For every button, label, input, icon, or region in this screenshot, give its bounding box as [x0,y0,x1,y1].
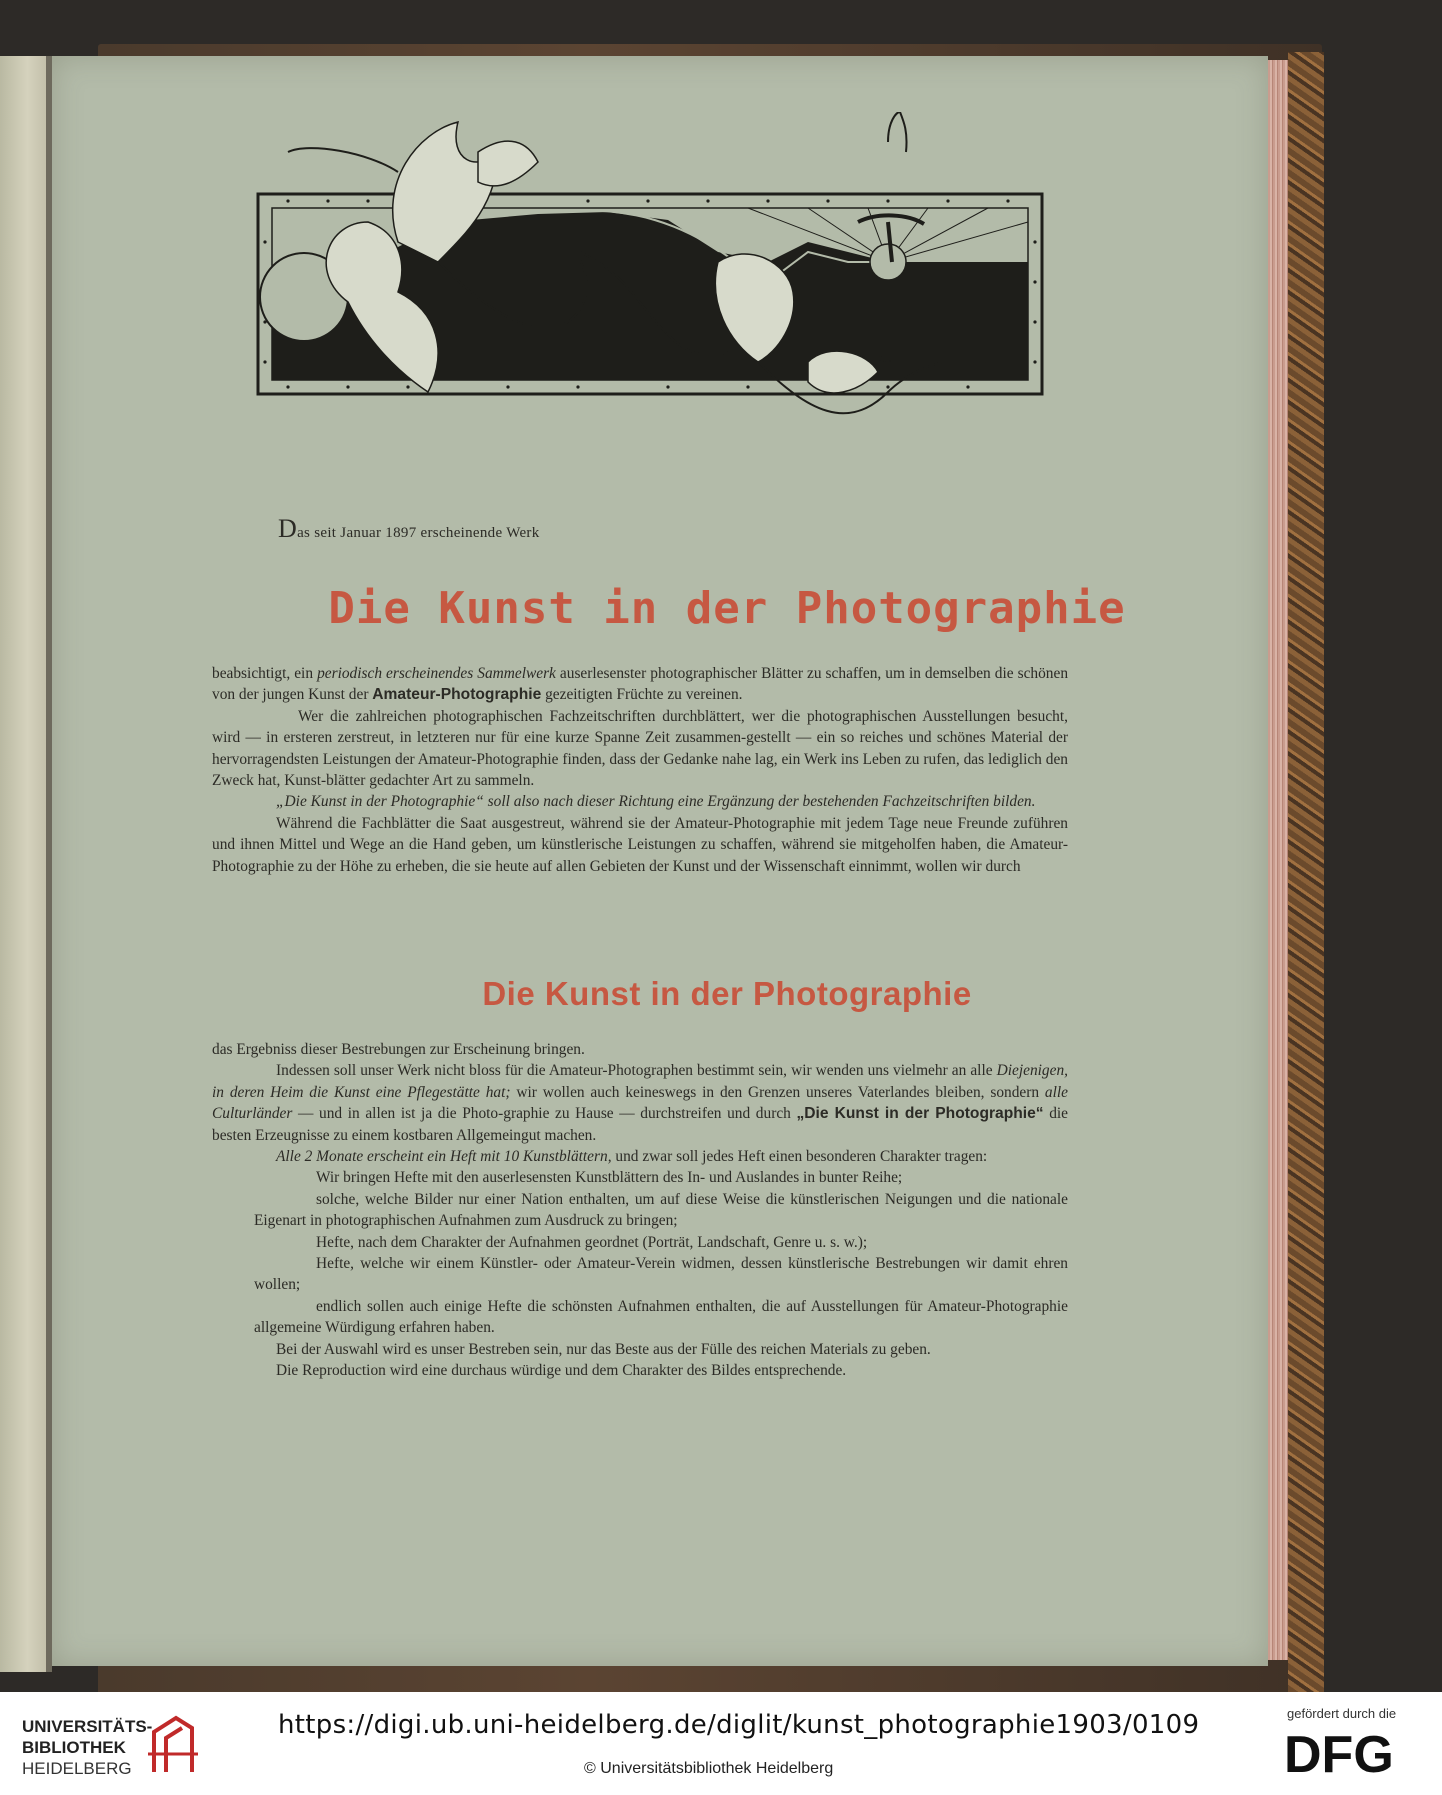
list-item: solche, welche Bilder nur einer Nation enthalten, um auf diese Weise die künstlerischen Neigungen und die nationale Eigenart in photographischen Aufnahmen zum Ausdruck zu bringen; [254,1190,1068,1230]
paragraph-3 [212,791,1068,812]
list-item: Wir bringen Hefte mit den auserlesensten Kunstblättern des In- und Auslandes in bunter Reihe; [316,1169,903,1187]
viewer-footer [0,1692,1442,1795]
bold-run: „Die Kunst in der Photographie“ [796,1105,1044,1123]
text-run: — und in allen ist ja die Photo-graphie zu Hause — durchstreifen und durch [292,1105,797,1123]
page-stack-edge [1268,60,1288,1660]
list-item: endlich sollen auch einige Hefte die schönsten Aufnahmen enthalten, die auf Ausstellungen für Amateur-Photographie allgemeine Würdigung erfahren haben. [254,1297,1068,1337]
paragraph-5: das Ergebniss dieser Bestrebungen zur Erscheinung bringen. [212,1041,585,1058]
text-run: beabsichtigt, ein [212,665,318,682]
intro-text: as seit Januar 1897 erscheinende Werk [297,525,540,541]
text-run: gezeitigten Früchte zu vereinen. [541,686,743,704]
italic-run: Diejenigen, in deren Heim die Kunst eine Pflegestätte hat; [212,1062,1068,1101]
funding-caption: gefördert durch die [1287,1706,1397,1721]
paragraph-4: Während die Fachblätter die Saat ausgestreut, während sie der Amateur-Photographie mit jedem Tage neue Freunde zuführen und ihnen Mittel und Wege an die Hand geben, um künstlerische Leistungen zu schaffen, während sie mitgeholfen haben, die Amateur-Photographie zu der Höhe zu erheben, die sie heute auf allen Gebieten der Kunst und der Wissenschaft einnimmt, wollen wir durch [212,814,1068,875]
dfg-logo-icon[interactable] [1284,1720,1424,1780]
text-run: Indessen soll unser Werk nicht bloss für die Amateur-Photographen bestimmt sein, wir wenden uns vielmehr an alle [276,1062,997,1080]
paragraph-8: Bei der Auswahl wird es unser Bestreben sein, nur das Beste aus der Fülle des reichen Materials zu geben. [276,1340,931,1358]
text-run: auserlesenster photographischer Blätter zu schaffen, um in demselben die schönen von der jungen Kunst der [212,665,1069,704]
dfg-logo-text: DFG [1284,1726,1394,1780]
list-item: Hefte, welche wir einem Künstler- oder Amateur-Verein widmen, dessen künstlerische Bestrebungen wir damit ehren wollen; [254,1255,1068,1294]
wordmark-line: HEIDELBERG [22,1759,132,1778]
text-run: wir wollen auch keineswegs in den Grenzen unseres Vaterlandes bleiben, sondern [510,1083,1045,1101]
text-block-1 [212,663,1068,877]
paragraph-7 [212,1146,1068,1167]
intro-line [278,514,540,544]
secondary-title: Die Kunst in der Photographie [482,975,972,1012]
paragraph-9: Die Reproduction wird eine durchaus würdige und dem Charakter des Bildes entsprechende. [276,1362,847,1380]
ub-heidelberg-logo-icon[interactable] [146,1714,200,1774]
italic-run: alle Culturländer [212,1083,1068,1123]
permalink-url[interactable]: https://digi.ub.uni-heidelberg.de/diglit/kunst_photographie1903/0109 [278,1710,1200,1740]
text-block-2 [212,1039,1068,1382]
marbled-cover-edge [1288,52,1324,1692]
italic-run: Alle 2 Monate erscheint ein Heft mit 10 Kunstblättern, [276,1148,612,1166]
copyright-notice: © Universitätsbibliothek Heidelberg [584,1760,834,1777]
wordmark-line: BIBLIOTHEK [22,1738,126,1757]
paragraph-1 [212,663,1068,706]
ub-heidelberg-wordmark[interactable] [22,1716,152,1779]
paragraph-2: Wer die zahlreichen photographischen Fachzeitschriften durchblättert, wer die photographischen Ausstellungen besucht, wird — in ersteren zerstreut, in letzteren nur für eine kurze Spanne Zeit zusammen-gestellt — ein so reiches und schönes Material der hervorragendsten Leistungen der Amateur-Photographie finden, dass der Gedanke nahe lag, ein Werk ins Leben zu rufen, das lediglich den Zweck hat, Kunst-blätter gedachter Art zu sammeln. [212,707,1068,790]
art-nouveau-vignette [248,112,1078,492]
list-item: Hefte, nach dem Charakter der Aufnahmen geordnet (Porträt, Landschaft, Genre u. s. w.); [316,1233,868,1251]
italic-run: „Die Kunst in der Photographie“ soll also nach dieser Richtung eine Ergänzung der bestehenden Fachzeitschriften bilden. [276,793,1036,811]
text-run: die besten Erzeugnisse zu einem kostbaren Allgemeingut machen. [212,1105,1068,1144]
paragraph-6 [212,1060,1068,1146]
left-page-edge [0,56,46,1672]
wordmark-line: UNIVERSITÄTS- [22,1717,153,1736]
drop-capital: D [278,514,298,543]
text-run: und zwar soll jedes Heft einen besonderen Charakter tragen: [611,1148,988,1166]
main-title: Die Kunst in der Photographie [328,583,1126,634]
svg-text:Hzl.: Hzl. [868,351,892,366]
italic-run: periodisch erscheinendes Sammelwerk [317,665,556,682]
bold-run: Amateur-Photographie [372,686,542,704]
